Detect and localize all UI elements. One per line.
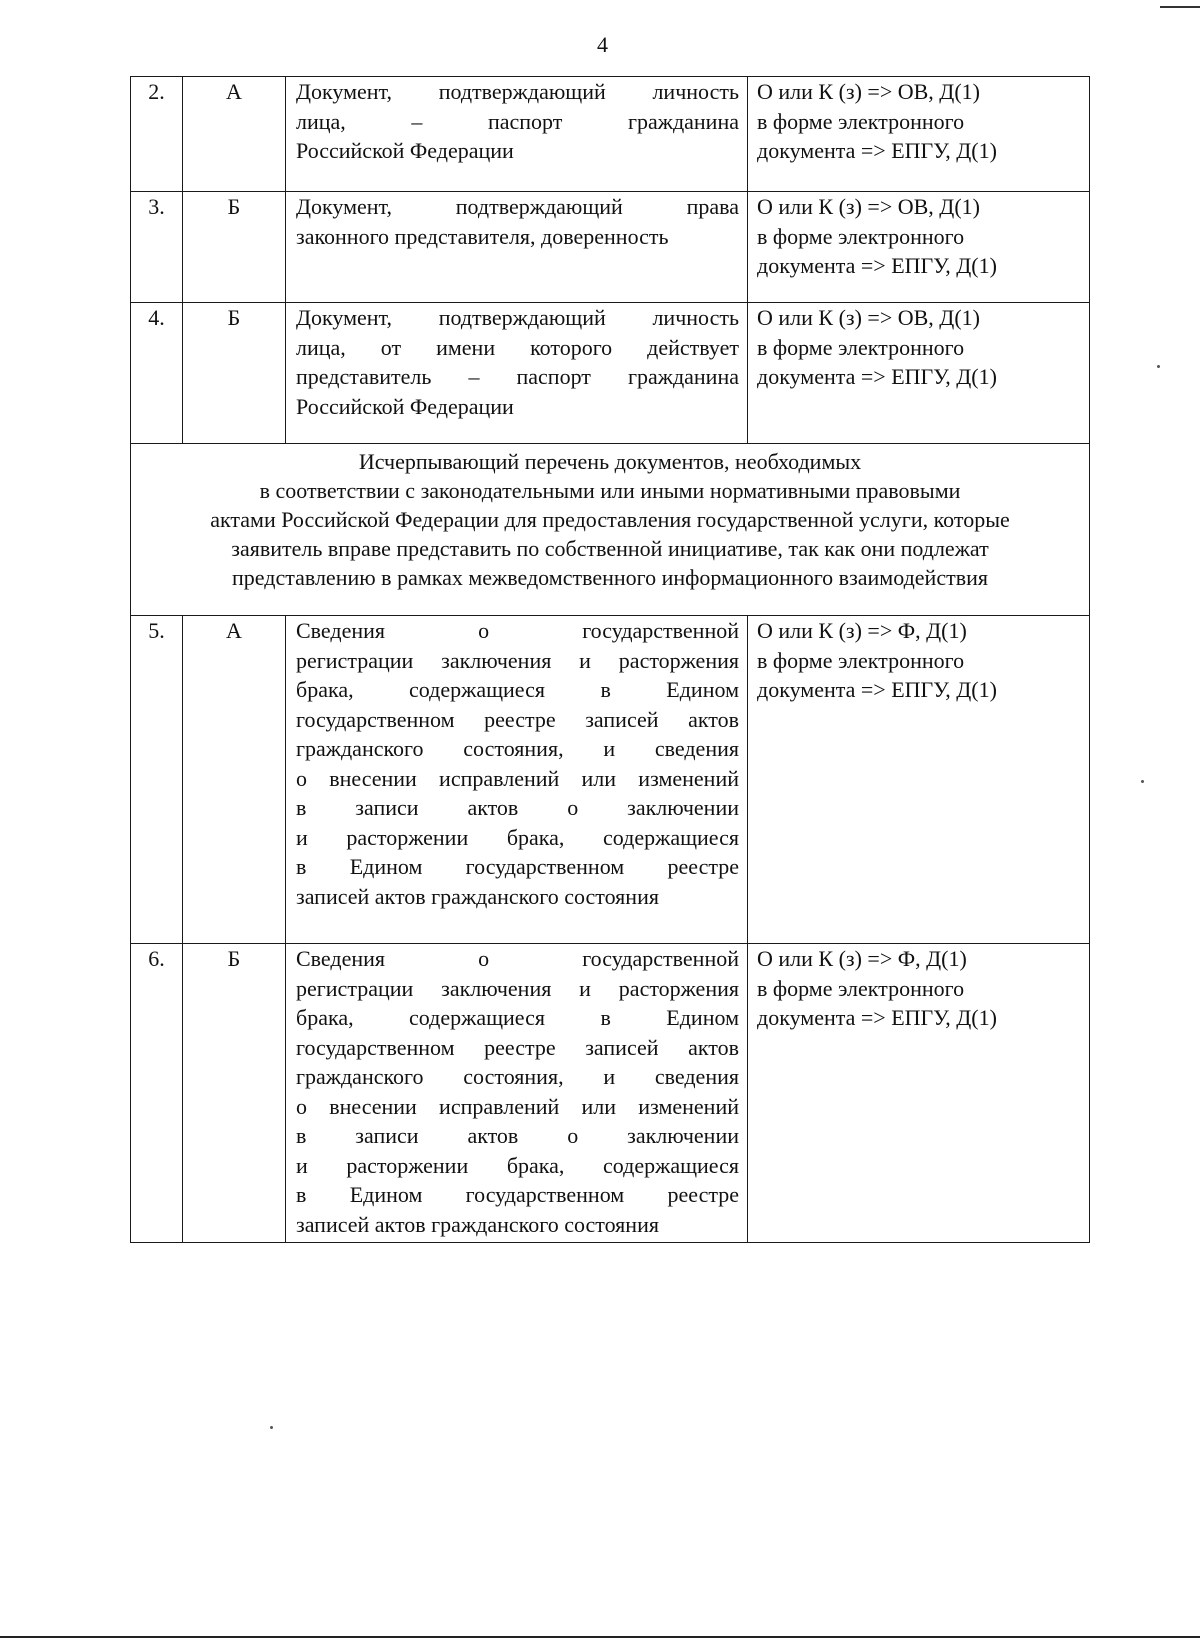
description-line: гражданского состояния, и сведения <box>296 1064 739 1089</box>
form-line: документа => ЕПГУ, Д(1) <box>757 138 997 163</box>
description-line: брака, содержащиеся в Едином <box>296 1005 739 1030</box>
row-category: А <box>183 616 286 944</box>
description-line: в записи актов о заключении <box>296 795 739 820</box>
description-line: в Едином государственном реестре <box>296 1182 739 1207</box>
form-line: документа => ЕПГУ, Д(1) <box>757 677 997 702</box>
row-submission-form <box>748 192 1090 303</box>
form-line: документа => ЕПГУ, Д(1) <box>757 253 997 278</box>
form-line: в форме электронного <box>757 647 965 673</box>
description-line: представитель – паспорт гражданина <box>296 364 739 389</box>
row-number: 4. <box>131 303 183 444</box>
description-line: в записи актов о заключении <box>296 1123 739 1148</box>
description-line: и расторжении брака, содержащиеся <box>296 824 739 850</box>
row-number: 6. <box>131 944 183 1243</box>
row-category: Б <box>183 192 286 303</box>
form-line: документа => ЕПГУ, Д(1) <box>757 364 997 389</box>
description-line: лица, от имени которого действует <box>296 334 739 360</box>
description-line: Сведения о государственной <box>296 946 739 971</box>
scan-edge-mark <box>1160 6 1200 8</box>
description-line: гражданского состояния, и сведения <box>296 736 739 761</box>
row-description <box>286 303 748 444</box>
description-line: лица, – паспорт гражданина <box>296 108 739 134</box>
description-line: Документ, подтверждающий права <box>296 194 739 219</box>
table-row <box>131 192 1090 303</box>
table-row <box>131 303 1090 444</box>
description-line: регистрации заключения и расторжения <box>296 975 739 1001</box>
section-heading-line: заявитель вправе представить по собственной инициативе, так как они подлежат <box>231 536 989 561</box>
form-line: в форме электронного <box>757 223 965 249</box>
row-category: Б <box>183 944 286 1243</box>
table-row <box>131 616 1090 944</box>
section-heading-line: актами Российской Федерации для предоставления государственной услуги, которые <box>210 507 1010 532</box>
table-row <box>131 944 1090 1243</box>
row-submission-form <box>748 303 1090 444</box>
row-number: 2. <box>131 77 183 192</box>
scan-speck <box>1157 365 1160 368</box>
description-line: записей актов гражданского состояния <box>296 1211 659 1237</box>
description-line: в Едином государственном реестре <box>296 854 739 879</box>
description-line: записей актов гражданского состояния <box>296 883 659 909</box>
form-line: О или К (з) => Ф, Д(1) <box>757 946 967 971</box>
form-line: документа => ЕПГУ, Д(1) <box>757 1005 997 1030</box>
row-number: 5. <box>131 616 183 944</box>
row-description <box>286 616 748 944</box>
row-number: 3. <box>131 192 183 303</box>
row-submission-form <box>748 944 1090 1243</box>
row-category: Б <box>183 303 286 444</box>
form-line: в форме электронного <box>757 108 965 134</box>
description-line: Сведения о государственной <box>296 618 739 643</box>
description-line: и расторжении брака, содержащиеся <box>296 1152 739 1178</box>
description-line: о внесении исправлений или изменений <box>296 1093 739 1119</box>
row-submission-form <box>748 77 1090 192</box>
table-row <box>131 77 1090 192</box>
section-heading-line: Исчерпывающий перечень документов, необходимых <box>358 449 862 474</box>
scan-speck <box>1141 780 1144 783</box>
description-line: о внесении исправлений или изменений <box>296 765 739 791</box>
page-number: 4 <box>597 32 608 57</box>
row-description <box>286 77 748 192</box>
scan-speck <box>270 1426 273 1429</box>
description-line: Российской Федерации <box>296 138 514 163</box>
form-line: в форме электронного <box>757 334 965 360</box>
row-category: А <box>183 77 286 192</box>
description-line: Российской Федерации <box>296 393 514 419</box>
description-line: Документ, подтверждающий личность <box>296 79 739 104</box>
section-heading-line: представлению в рамках межведомственного информационного взаимодействия <box>232 565 988 590</box>
description-line: законного представителя, доверенность <box>296 223 669 249</box>
scan-bottom-edge <box>0 1636 1200 1638</box>
description-line: брака, содержащиеся в Едином <box>296 677 739 702</box>
description-line: государственном реестре записей актов <box>296 706 739 732</box>
section-heading <box>131 444 1090 616</box>
documents-table <box>130 76 1090 1243</box>
form-line: О или К (з) => ОВ, Д(1) <box>757 305 980 330</box>
section-heading-line: в соответствии с законодательными или иными нормативными правовыми <box>259 478 961 503</box>
section-heading-row <box>131 444 1090 616</box>
row-description <box>286 944 748 1243</box>
form-line: О или К (з) => Ф, Д(1) <box>757 618 967 643</box>
description-line: Документ, подтверждающий личность <box>296 305 739 330</box>
form-line: в форме электронного <box>757 975 965 1001</box>
form-line: О или К (з) => ОВ, Д(1) <box>757 79 980 104</box>
row-description <box>286 192 748 303</box>
row-submission-form <box>748 616 1090 944</box>
description-line: регистрации заключения и расторжения <box>296 647 739 673</box>
description-line: государственном реестре записей актов <box>296 1034 739 1060</box>
form-line: О или К (з) => ОВ, Д(1) <box>757 194 980 219</box>
